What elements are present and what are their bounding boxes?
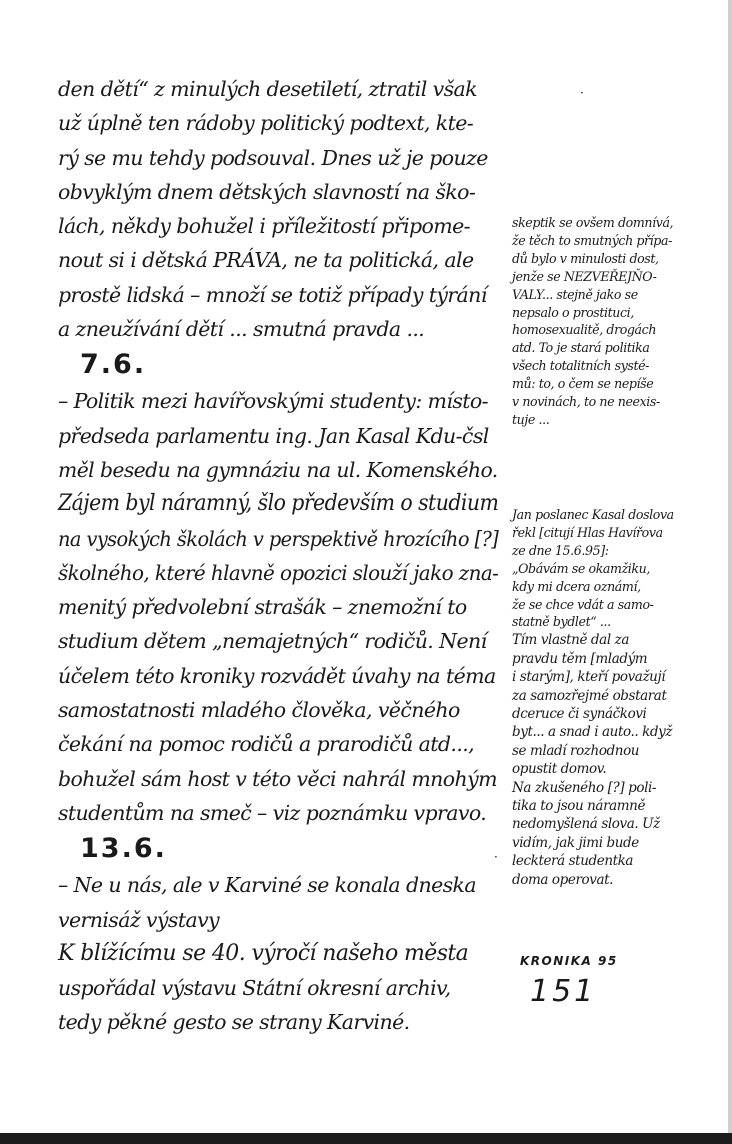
side-note-kasal: [512, 506, 712, 889]
side-line: dů bylo v minulosti dost,: [512, 250, 659, 266]
side-line: „Obávám se okamžiku,: [512, 560, 650, 576]
side-line: byt... a snad i auto.. když: [512, 724, 673, 741]
side-line: Jan poslanec Kasal doslova: [512, 507, 674, 522]
side-line: Na zkušeného [?] poli-: [512, 779, 657, 796]
main-line: prostě lidská – množí se totiž případy týrání: [58, 282, 487, 307]
side-line: kdy mi dcera oznámí,: [512, 578, 641, 594]
side-line: tuje ...: [512, 411, 550, 427]
main-line: čekání na pomoc rodičů a prarodičů atd...,: [58, 732, 475, 757]
side-line: že se chce vdát a samo-: [512, 596, 654, 612]
main-line: rý se mu tehdy podsouval. Dnes už je pouze: [58, 145, 488, 170]
side-line: opustit domov.: [512, 761, 607, 778]
side-line: že těch to smutných přípa-: [512, 232, 672, 248]
side-line: se mladí rozhodnou: [512, 742, 640, 759]
side-line: skeptik se ovšem domnívá,: [512, 215, 674, 230]
main-line: vernisáž výstavy: [58, 907, 220, 932]
main-line: nout si i dětská PRÁVA, ne ta politická, ale: [58, 248, 474, 273]
main-line: – Ne u nás, ale v Karviné se konala dneska: [58, 873, 476, 898]
scan-edge-bottom: [0, 1133, 732, 1144]
side-line: leckterá studentka: [512, 853, 634, 870]
main-line: obvyklým dnem dětských slavností na ško-: [58, 179, 476, 204]
main-line: na vysokých školách v perspektivě hrozícího [?]: [58, 526, 499, 551]
side-line: za samozřejmé obstarat: [512, 687, 667, 704]
main-line: lách, někdy bohužel i příležitostí připome-: [58, 214, 470, 239]
main-line: menitý předvolební strašák – znemožní to: [58, 595, 467, 620]
main-line: uspořádal výstavu Státní okresní archiv,: [58, 976, 451, 1001]
main-line: tedy pěkné gesto se strany Karviné.: [58, 1010, 410, 1035]
side-line: v novinách, to ne neexis-: [512, 394, 660, 410]
side-line: homosexualitě, drogách: [512, 322, 657, 338]
side-line: všech totalitních systé-: [512, 358, 650, 374]
side-line: jenže se NEZVEŘEJŇO-: [512, 268, 657, 284]
entry-date: 13.6.: [80, 833, 167, 865]
side-line: atd. To je stará politika: [512, 340, 650, 356]
main-column: [58, 72, 508, 1040]
main-line: a zneužívání dětí ... smutná pravda ...: [58, 317, 425, 342]
entry-date: 7.6.: [80, 349, 147, 381]
scan-edge-right: [728, 0, 732, 1144]
side-line: Tím vlastně dal za: [512, 632, 629, 649]
main-line: předseda parlamentu ing. Jan Kasal Kdu-čsl: [58, 423, 489, 448]
page-number: 151: [530, 974, 597, 1009]
side-line: nepsalo o prostituci,: [512, 304, 634, 320]
side-note-skeptic: [512, 214, 712, 429]
side-line: dceruce či synáčkovi: [512, 705, 647, 722]
side-line: tika to jsou náramně: [512, 798, 646, 814]
side-line: pravdu těm [mladým: [512, 650, 648, 667]
main-line: den dětí“ z minulých desetiletí, ztratil však: [58, 77, 477, 101]
stray-dot: ·: [580, 86, 584, 100]
side-line: i starým], kteří považují: [512, 669, 666, 686]
main-line: měl besedu na gymnáziu na ul. Komenského.: [58, 457, 498, 482]
main-line: už úplně ten rádoby politický podtext, kte-: [58, 111, 474, 136]
side-line: vidím, jak jimi bude: [512, 834, 639, 851]
side-line: ze dne 15.6.95]:: [512, 542, 609, 558]
stray-dot: ·: [494, 850, 498, 864]
main-line: studentům na smeč – viz poznámku vpravo.: [58, 800, 487, 825]
main-line: Zájem byl náramný, šlo především o studium: [58, 491, 499, 517]
main-line: školného, které hlavně opozici slouží jako zna-: [58, 560, 499, 585]
main-line: bohužel sám host v této věci nahrál mnohým: [58, 766, 497, 791]
side-line: mů: to, o čem se nepíše: [512, 376, 654, 392]
main-line: – Politik mezi havířovskými studenty: místo-: [58, 389, 488, 414]
side-line: VALY... stejně jako se: [512, 286, 638, 302]
side-line: doma operovat.: [512, 871, 614, 888]
page-footer: [520, 954, 618, 1009]
main-line: samostatnosti mladého člověka, věčného: [58, 698, 460, 723]
side-line: nedomyšlená slova. Už: [512, 816, 660, 833]
side-line: řekl [citují Hlas Havířova: [512, 524, 663, 540]
main-line: studium dětem „nemajetných“ rodičů. Není: [58, 629, 487, 654]
main-line: účelem této kroniky rozvádět úvahy na téma: [58, 663, 496, 688]
side-line: statně bydlet“ ...: [512, 614, 611, 630]
chronicle-label: KRONIKA 95: [520, 954, 618, 968]
main-line: K blížícímu se 40. výročí našeho města: [58, 940, 469, 966]
